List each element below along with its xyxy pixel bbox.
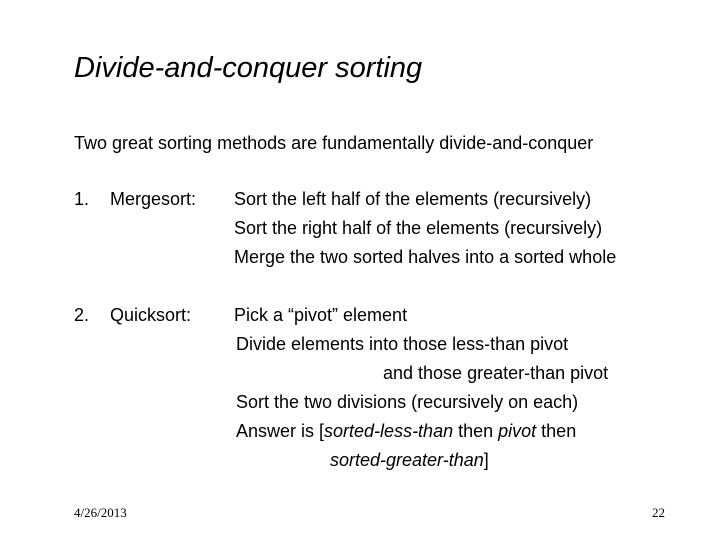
answer-then-2: then bbox=[536, 421, 577, 441]
quicksort-answer-continued bbox=[330, 449, 489, 471]
answer-sorted-greater-than: sorted-greater-than bbox=[330, 450, 484, 470]
mergesort-step-2: Sort the right half of the elements (recursively) bbox=[234, 218, 603, 238]
page-number: 22 bbox=[652, 505, 665, 520]
answer-sorted-less-than: sorted-less-than bbox=[324, 421, 454, 441]
mergesort-step-3: Merge the two sorted halves into a sorted whole bbox=[234, 247, 617, 267]
answer-then-1: then bbox=[453, 421, 499, 441]
mergesort-label: Mergesort: bbox=[110, 189, 197, 209]
intro-text: Two great sorting methods are fundamentally divide-and-conquer bbox=[74, 133, 594, 153]
quicksort-step-2: Divide elements into those less-than pivot bbox=[236, 334, 569, 354]
mergesort-step-1: Sort the left half of the elements (recursively) bbox=[234, 189, 592, 209]
mergesort-number: 1. bbox=[74, 189, 90, 209]
quicksort-step-1: Pick a “pivot” element bbox=[234, 305, 408, 325]
quicksort-step-3: Sort the two divisions (recursively on each) bbox=[236, 392, 579, 412]
footer-date: 4/26/2013 bbox=[74, 505, 127, 520]
slide-title: Divide-and-conquer sorting bbox=[74, 52, 423, 84]
quicksort-answer bbox=[236, 420, 576, 442]
quicksort-label: Quicksort: bbox=[110, 305, 192, 325]
quicksort-step-2-continued: and those greater-than pivot bbox=[383, 363, 609, 383]
answer-close-bracket: ] bbox=[483, 450, 489, 470]
quicksort-number: 2. bbox=[74, 305, 90, 325]
answer-pivot: pivot bbox=[498, 421, 537, 441]
answer-prefix: Answer is [ bbox=[236, 421, 325, 441]
